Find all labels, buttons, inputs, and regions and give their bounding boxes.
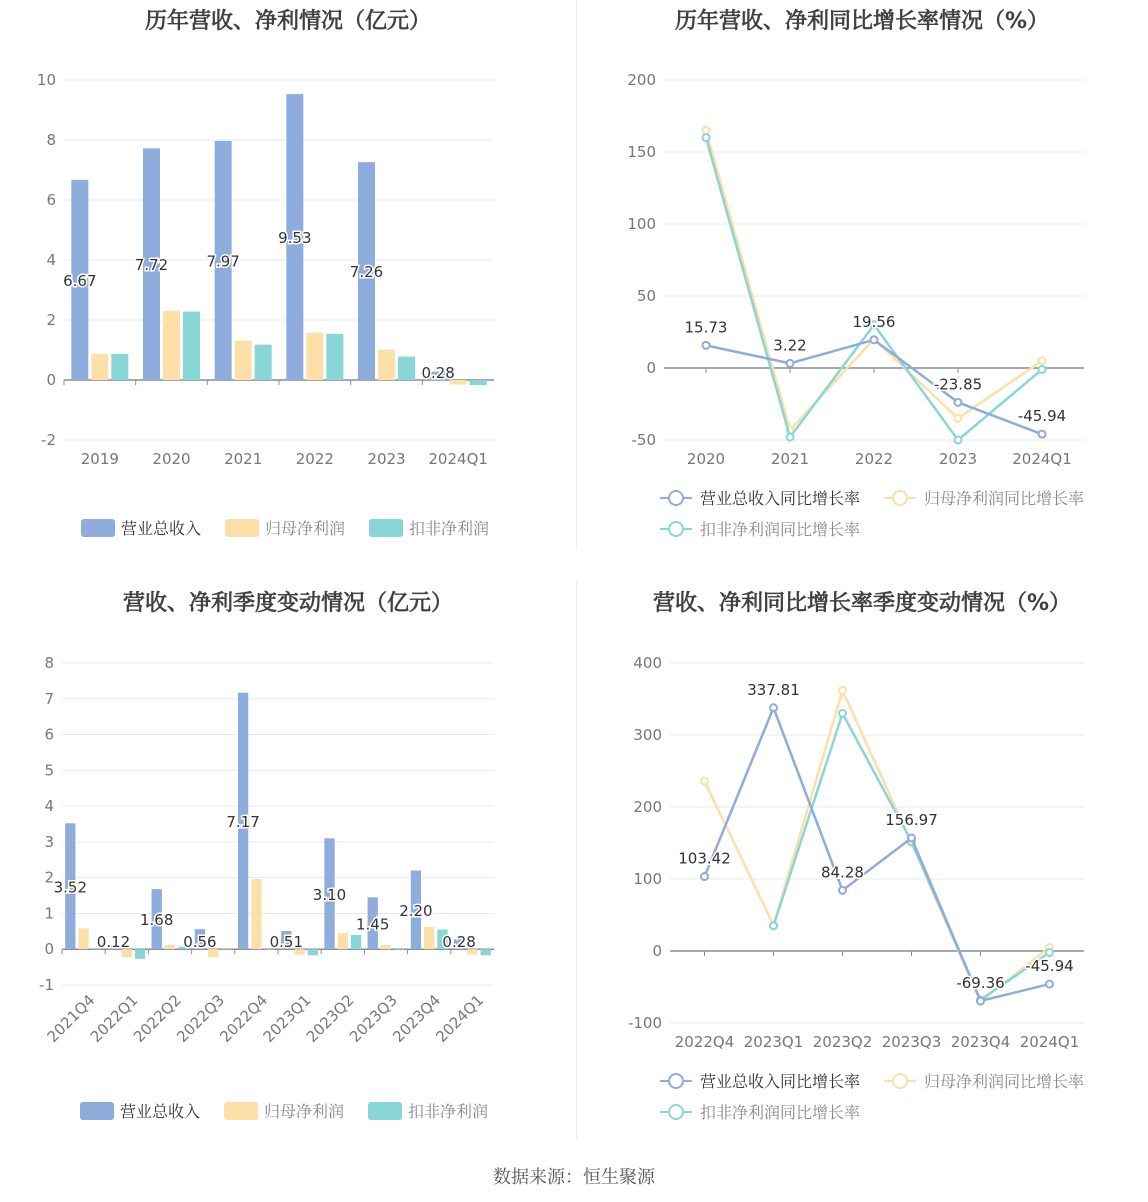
bar-net-profit — [338, 933, 348, 949]
chart-quarterly-growth-lines — [576, 580, 1148, 1140]
legend-swatch-icon — [225, 519, 259, 537]
bar-net-profit — [78, 928, 88, 949]
series-point — [703, 342, 710, 349]
x-tick-label: 2021 — [224, 450, 263, 468]
data-label: 1.45 — [356, 915, 390, 934]
y-tick-label: 50 — [636, 287, 656, 305]
y-tick-label: 10 — [36, 71, 56, 89]
legend-marker-icon — [893, 491, 907, 505]
y-tick-label: 3 — [44, 832, 54, 851]
bar-net-profit — [424, 927, 434, 949]
data-label: 103.42 — [678, 849, 731, 868]
series-line-net-profit — [706, 130, 1042, 430]
series-point — [701, 873, 708, 880]
data-label: -45.94 — [1017, 407, 1067, 426]
x-tick-label: 2020 — [686, 450, 726, 468]
series-point — [839, 887, 846, 894]
series-line-revenue — [705, 708, 1050, 1001]
x-tick-label: 2023Q2 — [302, 991, 358, 1046]
chart-annual-bars — [0, 0, 576, 560]
data-label: 2.20 — [399, 901, 433, 920]
y-tick-label: 8 — [46, 131, 56, 149]
legend-label: 扣非净利润 — [408, 1102, 489, 1121]
bar-deducted-profit — [111, 354, 128, 380]
y-tick-label: 1 — [44, 904, 54, 923]
y-tick-label: 4 — [44, 797, 54, 816]
bar-deducted-profit — [183, 312, 200, 380]
data-label: 3.22 — [773, 336, 807, 355]
bar-net-profit — [306, 333, 323, 380]
series-line-deducted-profit — [774, 713, 1050, 1000]
series-point — [787, 434, 794, 441]
vertical-divider-bottom — [576, 580, 577, 1140]
x-tick-label: 2023Q4 — [950, 1033, 1011, 1051]
data-label: 156.97 — [885, 810, 938, 829]
y-tick-label: 0 — [646, 359, 656, 377]
legend-label: 归母净利润 — [264, 1102, 345, 1121]
series-point — [770, 922, 777, 929]
y-tick-label: 2 — [46, 311, 56, 329]
chart-quarterly-bars — [0, 580, 576, 1140]
series-point — [1046, 981, 1053, 988]
bar-deducted-profit — [394, 949, 404, 950]
legend-label: 营业总收入 — [120, 1102, 201, 1121]
panel-quarterly-revenue-profit — [0, 580, 576, 1140]
bar-net-profit — [381, 945, 391, 949]
data-label: -45.94 — [1025, 957, 1074, 976]
x-tick-label: 2023Q1 — [743, 1033, 804, 1051]
x-tick-label: 2024Q1 — [1012, 450, 1072, 468]
x-tick-label: 2021 — [770, 450, 810, 468]
x-tick-label: 2023Q3 — [881, 1033, 942, 1051]
bar-deducted-profit — [470, 380, 487, 385]
x-tick-label: 2024Q1 — [428, 450, 488, 468]
legend-marker-icon — [669, 1105, 683, 1119]
legend-swatch-icon — [369, 519, 403, 537]
chart-title: 历年营收、净利情况（亿元） — [144, 9, 431, 34]
y-tick-label: 100 — [633, 870, 662, 888]
data-label: 9.53 — [278, 229, 312, 248]
y-tick-label: 8 — [44, 654, 54, 672]
legend-label: 扣非净利润同比增长率 — [700, 1103, 861, 1122]
series-point — [703, 134, 710, 141]
bar-deducted-profit — [326, 334, 343, 380]
series-point — [871, 336, 878, 343]
y-tick-label: 2 — [44, 868, 54, 887]
x-tick-label: 2023 — [367, 450, 406, 468]
y-tick-label: 7 — [44, 689, 54, 708]
series-point — [770, 704, 777, 711]
series-point — [787, 360, 794, 367]
x-tick-label: 2020 — [152, 450, 191, 468]
bar-deducted-profit — [308, 949, 318, 955]
series-point — [955, 415, 962, 422]
bar-net-profit — [165, 945, 175, 949]
data-source: 数据来源：恒生聚源 — [493, 1167, 655, 1188]
data-label: 19.56 — [852, 312, 896, 331]
x-tick-label: 2022 — [854, 450, 894, 468]
x-tick-label: 2022Q4 — [674, 1033, 735, 1051]
data-label: 6.67 — [63, 271, 97, 290]
x-tick-label: 2022 — [295, 450, 334, 468]
series-point — [1046, 949, 1053, 956]
series-point — [839, 687, 846, 694]
data-label: -69.36 — [956, 973, 1005, 992]
legend-marker-icon — [669, 1074, 683, 1088]
bar-net-profit — [235, 341, 252, 380]
bar-deducted-profit — [351, 935, 361, 949]
x-tick-label: 2024Q1 — [432, 991, 488, 1046]
data-label: -23.85 — [933, 375, 983, 394]
y-tick-label: -100 — [627, 1014, 662, 1032]
legend-swatch-icon — [80, 1102, 114, 1120]
data-label: 7.72 — [134, 256, 169, 275]
series-point — [839, 710, 846, 717]
data-label: 0.51 — [269, 933, 304, 952]
x-tick-label: 2023Q2 — [812, 1033, 873, 1051]
series-point — [1039, 357, 1046, 364]
y-tick-label: 5 — [44, 761, 54, 780]
x-tick-label: 2023Q3 — [346, 991, 401, 1046]
data-label: 0.56 — [183, 933, 217, 952]
x-tick-label: 2022Q3 — [173, 991, 229, 1046]
legend-label: 营业总收入同比增长率 — [700, 489, 861, 508]
legend-marker-icon — [669, 522, 683, 536]
data-label: 84.28 — [821, 863, 864, 882]
bar-net-profit — [378, 350, 395, 380]
panel-quarterly-growth — [576, 580, 1148, 1140]
series-point — [955, 399, 962, 406]
bar-deducted-profit — [221, 949, 231, 950]
y-tick-label: 0 — [652, 942, 662, 960]
y-tick-label: 4 — [46, 251, 56, 269]
data-label: 0.28 — [442, 933, 476, 952]
y-tick-label: 200 — [627, 71, 656, 89]
series-point — [955, 437, 962, 444]
data-label: 0.28 — [421, 364, 455, 382]
series-point — [1039, 431, 1046, 438]
legend-marker-icon — [893, 1074, 907, 1088]
legend-swatch-icon — [81, 519, 115, 537]
chart-title: 营收、净利季度变动情况（亿元） — [122, 591, 453, 616]
legend-label: 营业总收入同比增长率 — [700, 1072, 861, 1091]
data-label: 7.97 — [206, 252, 240, 271]
legend-swatch-icon — [224, 1102, 258, 1120]
series-line-revenue — [706, 340, 1042, 434]
legend-label: 归母净利润 — [265, 519, 346, 538]
x-tick-label: 2022Q2 — [130, 991, 185, 1046]
x-tick-label: 2023Q4 — [389, 991, 445, 1046]
bar-deducted-profit — [398, 357, 415, 380]
data-label: 1.68 — [140, 911, 174, 930]
data-label: 3.52 — [53, 878, 88, 897]
series-point — [1039, 366, 1046, 373]
bar-deducted-profit — [255, 345, 272, 380]
data-label: 15.73 — [684, 318, 728, 337]
y-tick-label: 150 — [627, 143, 656, 161]
y-tick-label: 400 — [633, 654, 662, 672]
legend-marker-icon — [669, 491, 683, 505]
x-tick-label: 2021Q4 — [43, 991, 99, 1046]
y-tick-label: 100 — [627, 215, 656, 233]
bar-deducted-profit — [481, 949, 491, 955]
data-label: 7.17 — [226, 812, 260, 831]
y-tick-label: -50 — [631, 431, 656, 449]
bar-net-profit — [91, 354, 108, 380]
y-tick-label: 0 — [46, 371, 56, 389]
bar-net-profit — [251, 879, 261, 949]
series-line-net-profit — [705, 690, 1050, 1001]
x-tick-label: 2024Q1 — [1019, 1033, 1080, 1051]
legend-label: 归母净利润同比增长率 — [924, 1072, 1085, 1091]
data-label: 7.26 — [349, 263, 384, 282]
legend-swatch-icon — [368, 1102, 402, 1120]
data-label: 0.12 — [96, 933, 131, 952]
panel-annual-growth — [576, 0, 1148, 560]
y-tick-label: 200 — [633, 798, 662, 816]
series-point — [701, 778, 708, 785]
series-point — [977, 997, 984, 1004]
data-label: 337.81 — [747, 680, 800, 699]
y-tick-label: 6 — [44, 725, 54, 744]
data-label: 3.10 — [312, 885, 347, 904]
x-tick-label: 2019 — [80, 450, 119, 468]
series-point — [703, 127, 710, 134]
bar-net-profit — [163, 311, 180, 380]
legend-label: 归母净利润同比增长率 — [924, 489, 1085, 508]
y-tick-label: -1 — [39, 976, 54, 994]
legend-label: 扣非净利润同比增长率 — [700, 520, 861, 539]
x-tick-label: 2022Q4 — [216, 991, 272, 1046]
panel-annual-revenue-profit — [0, 0, 576, 560]
y-tick-label: 300 — [633, 726, 662, 744]
legend-label: 扣非净利润 — [409, 519, 490, 538]
chart-title: 历年营收、净利同比增长率情况（%） — [674, 9, 1050, 34]
legend-label: 营业总收入 — [121, 519, 202, 538]
series-point — [908, 834, 915, 841]
chart-title: 营收、净利同比增长率季度变动情况（%） — [652, 591, 1072, 616]
x-tick-label: 2023 — [938, 450, 978, 468]
y-tick-label: -2 — [41, 431, 56, 449]
y-tick-label: 0 — [44, 940, 54, 959]
bar-deducted-profit — [135, 949, 145, 959]
y-tick-label: 6 — [46, 191, 56, 209]
x-tick-label: 2022Q1 — [86, 991, 142, 1046]
x-tick-label: 2023Q1 — [259, 991, 315, 1046]
chart-annual-growth-lines — [576, 0, 1148, 560]
vertical-divider-top — [576, 0, 577, 550]
